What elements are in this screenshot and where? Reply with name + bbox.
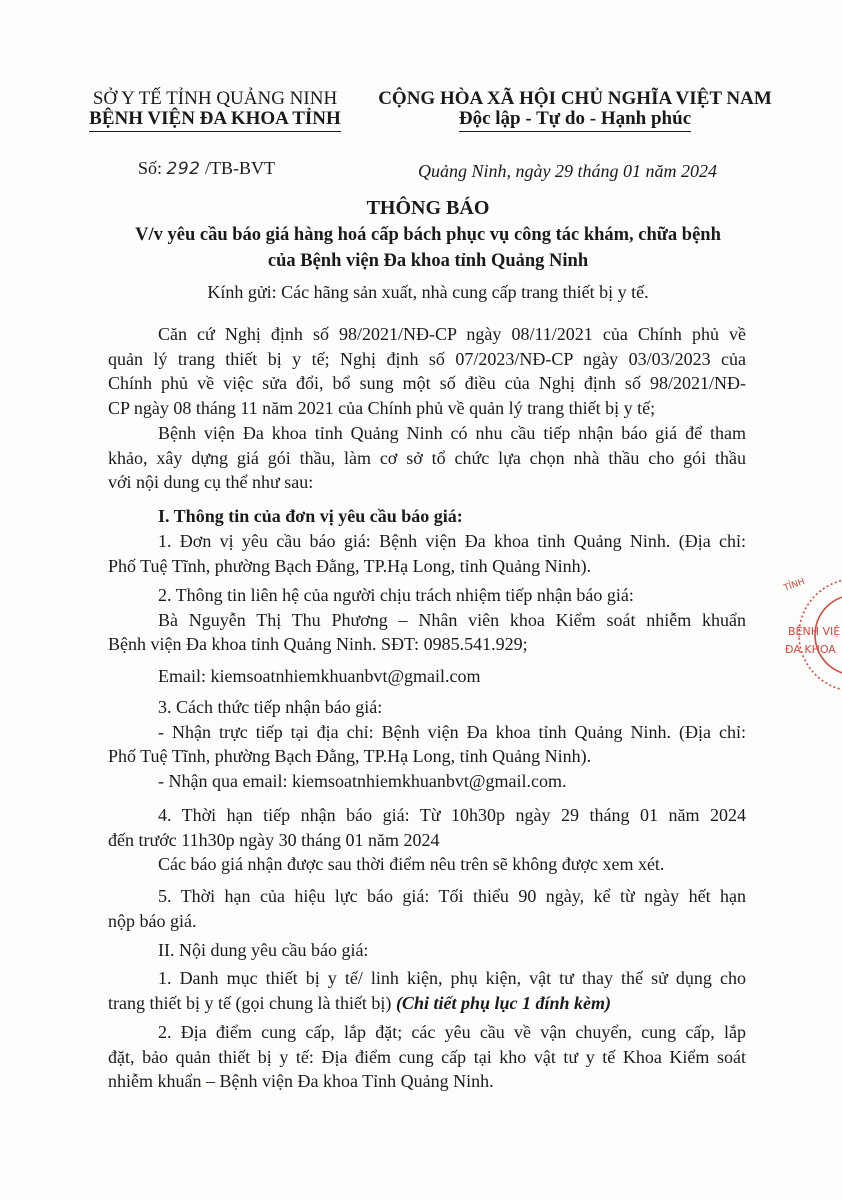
subject-line-2: của Bệnh viện Đa khoa tỉnh Quảng Ninh	[267, 251, 589, 271]
appendix-reference: (Chi tiết phụ lục 1 đính kèm)	[395, 992, 611, 1013]
hospital-name: BỆNH VIỆN ĐA KHOA TỈNH	[84, 108, 346, 132]
item-3-method: 3. Cách thức tiếp nhận báo giá: - Nhận trực tiếp tại địa chỉ: Bệnh viện Đa khoa tỉnh Quảng Ninh. (Địa chỉ: Phố Tuệ Tĩnh, phường Bạch Đằng, TP.Hạ Long, tỉnh Quảng Ninh). - Nhận qua email: kiemsoatnhiemkhuanbvt@gmail.com.	[108, 697, 746, 791]
item-2-contact: 2. Thông tin liên hệ của người chịu trách nhiệm tiếp nhận báo giá: Bà Nguyễn Thị Thu Phương – Nhân viên khoa Kiểm soát nhiễm khuẩn Bệnh viện Đa khoa tỉnh Quảng Ninh. SĐT: 0985.541.929;	[108, 585, 746, 655]
document-number: Số: 292 /TB-BVT	[138, 158, 275, 179]
subject-line-1: V/v yêu cầu báo giá hàng hoá cấp bách phục vụ công tác khám, chữa bệnh	[135, 225, 721, 245]
section-2-item-1: 1. Danh mục thiết bị y tế/ linh kiện, phụ kiện, vật tư thay thế sử dụng cho trang thiết bị y tế (gọi chung là thiết bị) (Chi tiết phụ lục 1 đính kèm)	[108, 968, 746, 1013]
contact-email: Email: kiemsoatnhiemkhuanbvt@gmail.com	[158, 666, 481, 686]
national-motto: Độc lập - Tự do - Hạnh phúc	[370, 108, 780, 132]
purpose-paragraph: Bệnh viện Đa khoa tỉnh Quảng Ninh có nhu cầu tiếp nhận báo giá để tham khảo, xây dựng giá gói thầu, làm cơ sở tổ chức lựa chọn nhà thầu cho gói thầu với nội dung cụ thể như sau:	[108, 423, 746, 493]
official-seal	[755, 575, 842, 695]
item-4-deadline: 4. Thời hạn tiếp nhận báo giá: Từ 10h30p ngày 29 tháng 01 năm 2024 đến trước 11h30p ngày 30 tháng 01 năm 2024 Các báo giá nhận được sau thời điểm nêu trên sẽ không được xem xét.	[108, 805, 746, 875]
document-title: THÔNG BÁO	[366, 197, 490, 219]
item-1-requester: 1. Đơn vị yêu cầu báo giá: Bệnh viện Đa khoa tỉnh Quảng Ninh. (Địa chỉ: Phố Tuệ Tĩnh, phường Bạch Đằng, TP.Hạ Long, tỉnh Quảng Ninh).	[108, 531, 746, 576]
recipient-line: Kính gửi: Các hãng sản xuất, nhà cung cấp trang thiết bị y tế.	[207, 282, 649, 302]
legal-basis-paragraph: Căn cứ Nghị định số 98/2021/NĐ-CP ngày 08/11/2021 của Chính phủ về quản lý trang thiết bị y tế; Nghị định số 07/2023/NĐ-CP ngày 03/03/2023 của Chính phủ về việc sửa đổi, bổ sung một số điều của Nghị định số 98/2021/NĐ- CP ngày 08 tháng 11 năm 2021 của Chính phủ về quản lý trang thiết bị y tế;	[108, 324, 746, 418]
agency-name: SỞ Y TẾ TỈNH QUẢNG NINH	[92, 88, 338, 109]
seal-text-line1: BỆNH VIỆ	[788, 625, 841, 638]
handwritten-number: 292	[166, 159, 201, 179]
section-2-item-2: 2. Địa điểm cung cấp, lắp đặt; các yêu cầu về vận chuyển, cung cấp, lắp đặt, bảo quản thiết bị y tế: Địa điểm cung cấp tại kho vật tư y tế Khoa Kiểm soát nhiễm khuẩn – Bệnh viện Đa khoa Tỉnh Quảng Ninh.	[108, 1022, 746, 1092]
place-date: Quảng Ninh, ngày 29 tháng 01 năm 2024	[418, 161, 717, 181]
seal-text-line2: ĐA KHOA	[785, 643, 836, 656]
section-1-heading: I. Thông tin của đơn vị yêu cầu báo giá:	[158, 506, 463, 526]
section-2-heading: II. Nội dung yêu cầu báo giá:	[158, 940, 369, 960]
national-title: CỘNG HÒA XÃ HỘI CHỦ NGHĨA VIỆT NAM	[378, 88, 772, 109]
seal-top-text: TỈNH	[782, 577, 807, 594]
item-5-validity: 5. Thời hạn của hiệu lực báo giá: Tối thiểu 90 ngày, kể từ ngày hết hạn nộp báo giá.	[108, 886, 746, 931]
